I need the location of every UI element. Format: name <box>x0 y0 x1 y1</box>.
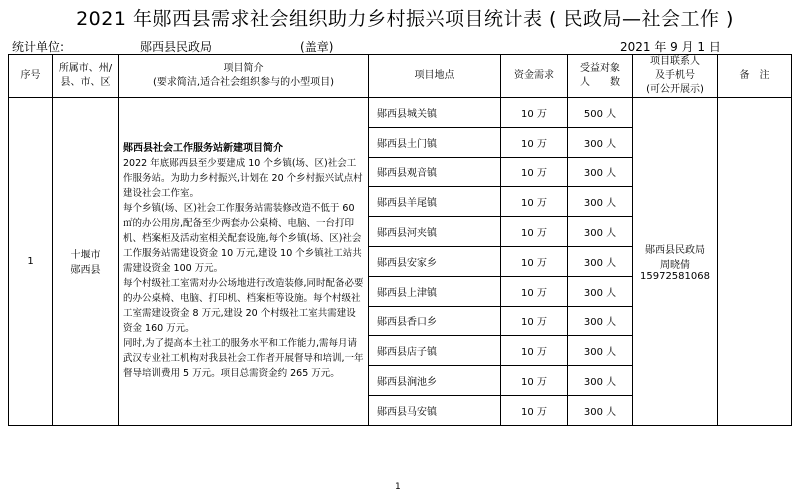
page-number: 1 <box>395 482 401 492</box>
funding-cell: 10 万 <box>501 276 568 306</box>
funding-cell: 10 万 <box>501 366 568 396</box>
contact-org: 郧西县民政局 <box>645 244 705 256</box>
intro-paragraph: 每个乡镇(场、区)社会工作服务站需装修改造不低于 60 ㎡的办公用房,配备至少两套办公桌椅、电脑、一台打印机、档案柜及活动室相关配套设施,每个乡镇(场、区)社会工作服务站需建设资金 10 万元,建设 10 个乡镇社工站共需建设资金 100 万元。 <box>123 203 362 275</box>
beneficiaries-cell: 300 人 <box>568 276 633 306</box>
funding-cell: 10 万 <box>501 306 568 336</box>
header-intro <box>119 55 369 98</box>
location-cell: 郧西县观音镇 <box>369 157 501 187</box>
header-contact-line3: (可公开展示) <box>646 84 704 95</box>
header-contact-line2: 及手机号 <box>655 70 695 81</box>
contact-phone: 15972581068 <box>640 270 710 282</box>
funding-cell: 10 万 <box>501 395 568 425</box>
funding-cell: 10 万 <box>501 127 568 157</box>
header-row <box>9 55 792 98</box>
funding-cell: 10 万 <box>501 157 568 187</box>
unit-label: 统计单位: <box>12 40 65 54</box>
location-cell: 郧西县安家乡 <box>369 246 501 276</box>
beneficiaries-cell: 300 人 <box>568 306 633 336</box>
seal-label: (盖章) <box>300 40 334 54</box>
header-location: 项目地点 <box>369 55 501 98</box>
beneficiaries-cell: 300 人 <box>568 395 633 425</box>
funding-cell: 10 万 <box>501 336 568 366</box>
beneficiaries-cell: 300 人 <box>568 366 633 396</box>
header-region <box>53 55 119 98</box>
seq-cell: 1 <box>9 98 53 426</box>
location-cell: 郧西县土门镇 <box>369 127 501 157</box>
region-county: 郧西县 <box>70 265 101 277</box>
header-intro-sub: (要求简洁,适合社会组织参与的小型项目) <box>153 77 334 88</box>
header-remarks: 备 注 <box>718 55 792 98</box>
beneficiaries-cell: 300 人 <box>568 246 633 276</box>
header-funding: 资金需求 <box>501 55 568 98</box>
location-cell: 郧西县涧池乡 <box>369 366 501 396</box>
intro-paragraph: 同时,为了提高本土社工的服务水平和工作能力,需每月请武汉专业社工机构对我县社会工作者开展督导和培训,一年督导培训费用 5 万元。项目总需资金约 265 万元。 <box>123 338 364 380</box>
region-cell <box>53 98 119 426</box>
header-seq: 序号 <box>9 55 53 98</box>
contact-person: 周晓倩 <box>660 259 690 271</box>
beneficiaries-cell: 300 人 <box>568 157 633 187</box>
location-cell: 郧西县马安镇 <box>369 395 501 425</box>
location-cell: 郧西县店子镇 <box>369 336 501 366</box>
page-title: 2021 年郧西县需求社会组织助力乡村振兴项目统计表 ( 民政局—社会工作 ) <box>76 8 734 30</box>
beneficiaries-cell: 300 人 <box>568 187 633 217</box>
header-region-text: 所属市、州/县、市、区 <box>58 63 113 88</box>
header-beneficiaries-line1: 受益对象 <box>580 63 620 74</box>
location-cell: 郧西县河夹镇 <box>369 217 501 247</box>
header-beneficiaries <box>568 55 633 98</box>
intro-title: 郧西县社会工作服务站新建项目简介 <box>123 143 283 155</box>
stat-unit-line <box>12 38 333 55</box>
beneficiaries-cell: 300 人 <box>568 217 633 247</box>
funding-cell: 10 万 <box>501 246 568 276</box>
location-cell: 郧西县城关镇 <box>369 98 501 128</box>
project-intro-cell <box>119 98 369 426</box>
funding-cell: 10 万 <box>501 187 568 217</box>
project-table <box>8 54 792 426</box>
funding-cell: 10 万 <box>501 98 568 128</box>
funding-cell: 10 万 <box>501 217 568 247</box>
intro-paragraph: 每个村级社工室需对办公场地进行改造装修,同时配备必要的办公桌椅、电脑、打印机、档案柜等设施。每个村级社工室需建设资金 8 万元,建设 20 个村级社工室共需建设资金 160 万元。 <box>123 278 364 335</box>
intro-paragraph: 2022 年底郧西县至少要建成 10 个乡镇(场、区)社会工作服务站。为助力乡村振兴,计划在 20 个乡村振兴试点村建设社会工作室。 <box>123 158 363 200</box>
beneficiaries-cell: 500 人 <box>568 98 633 128</box>
header-contact <box>633 55 718 98</box>
remarks-cell <box>718 98 792 426</box>
location-cell: 郧西县羊尾镇 <box>369 187 501 217</box>
header-intro-label: 项目简介 <box>223 63 264 74</box>
location-cell: 郧西县上津镇 <box>369 276 501 306</box>
header-contact-line1: 项目联系人 <box>650 56 700 67</box>
location-cell: 郧西县香口乡 <box>369 306 501 336</box>
unit-value: 郧西县民政局 <box>140 40 213 54</box>
beneficiaries-cell: 300 人 <box>568 127 633 157</box>
contact-cell <box>633 98 718 426</box>
header-beneficiaries-line2: 人 数 <box>580 77 620 88</box>
region-city: 十堰市 <box>70 250 101 262</box>
report-date: 2021 年 9 月 1 日 <box>620 40 721 54</box>
beneficiaries-cell: 300 人 <box>568 336 633 366</box>
table-row <box>9 98 792 128</box>
